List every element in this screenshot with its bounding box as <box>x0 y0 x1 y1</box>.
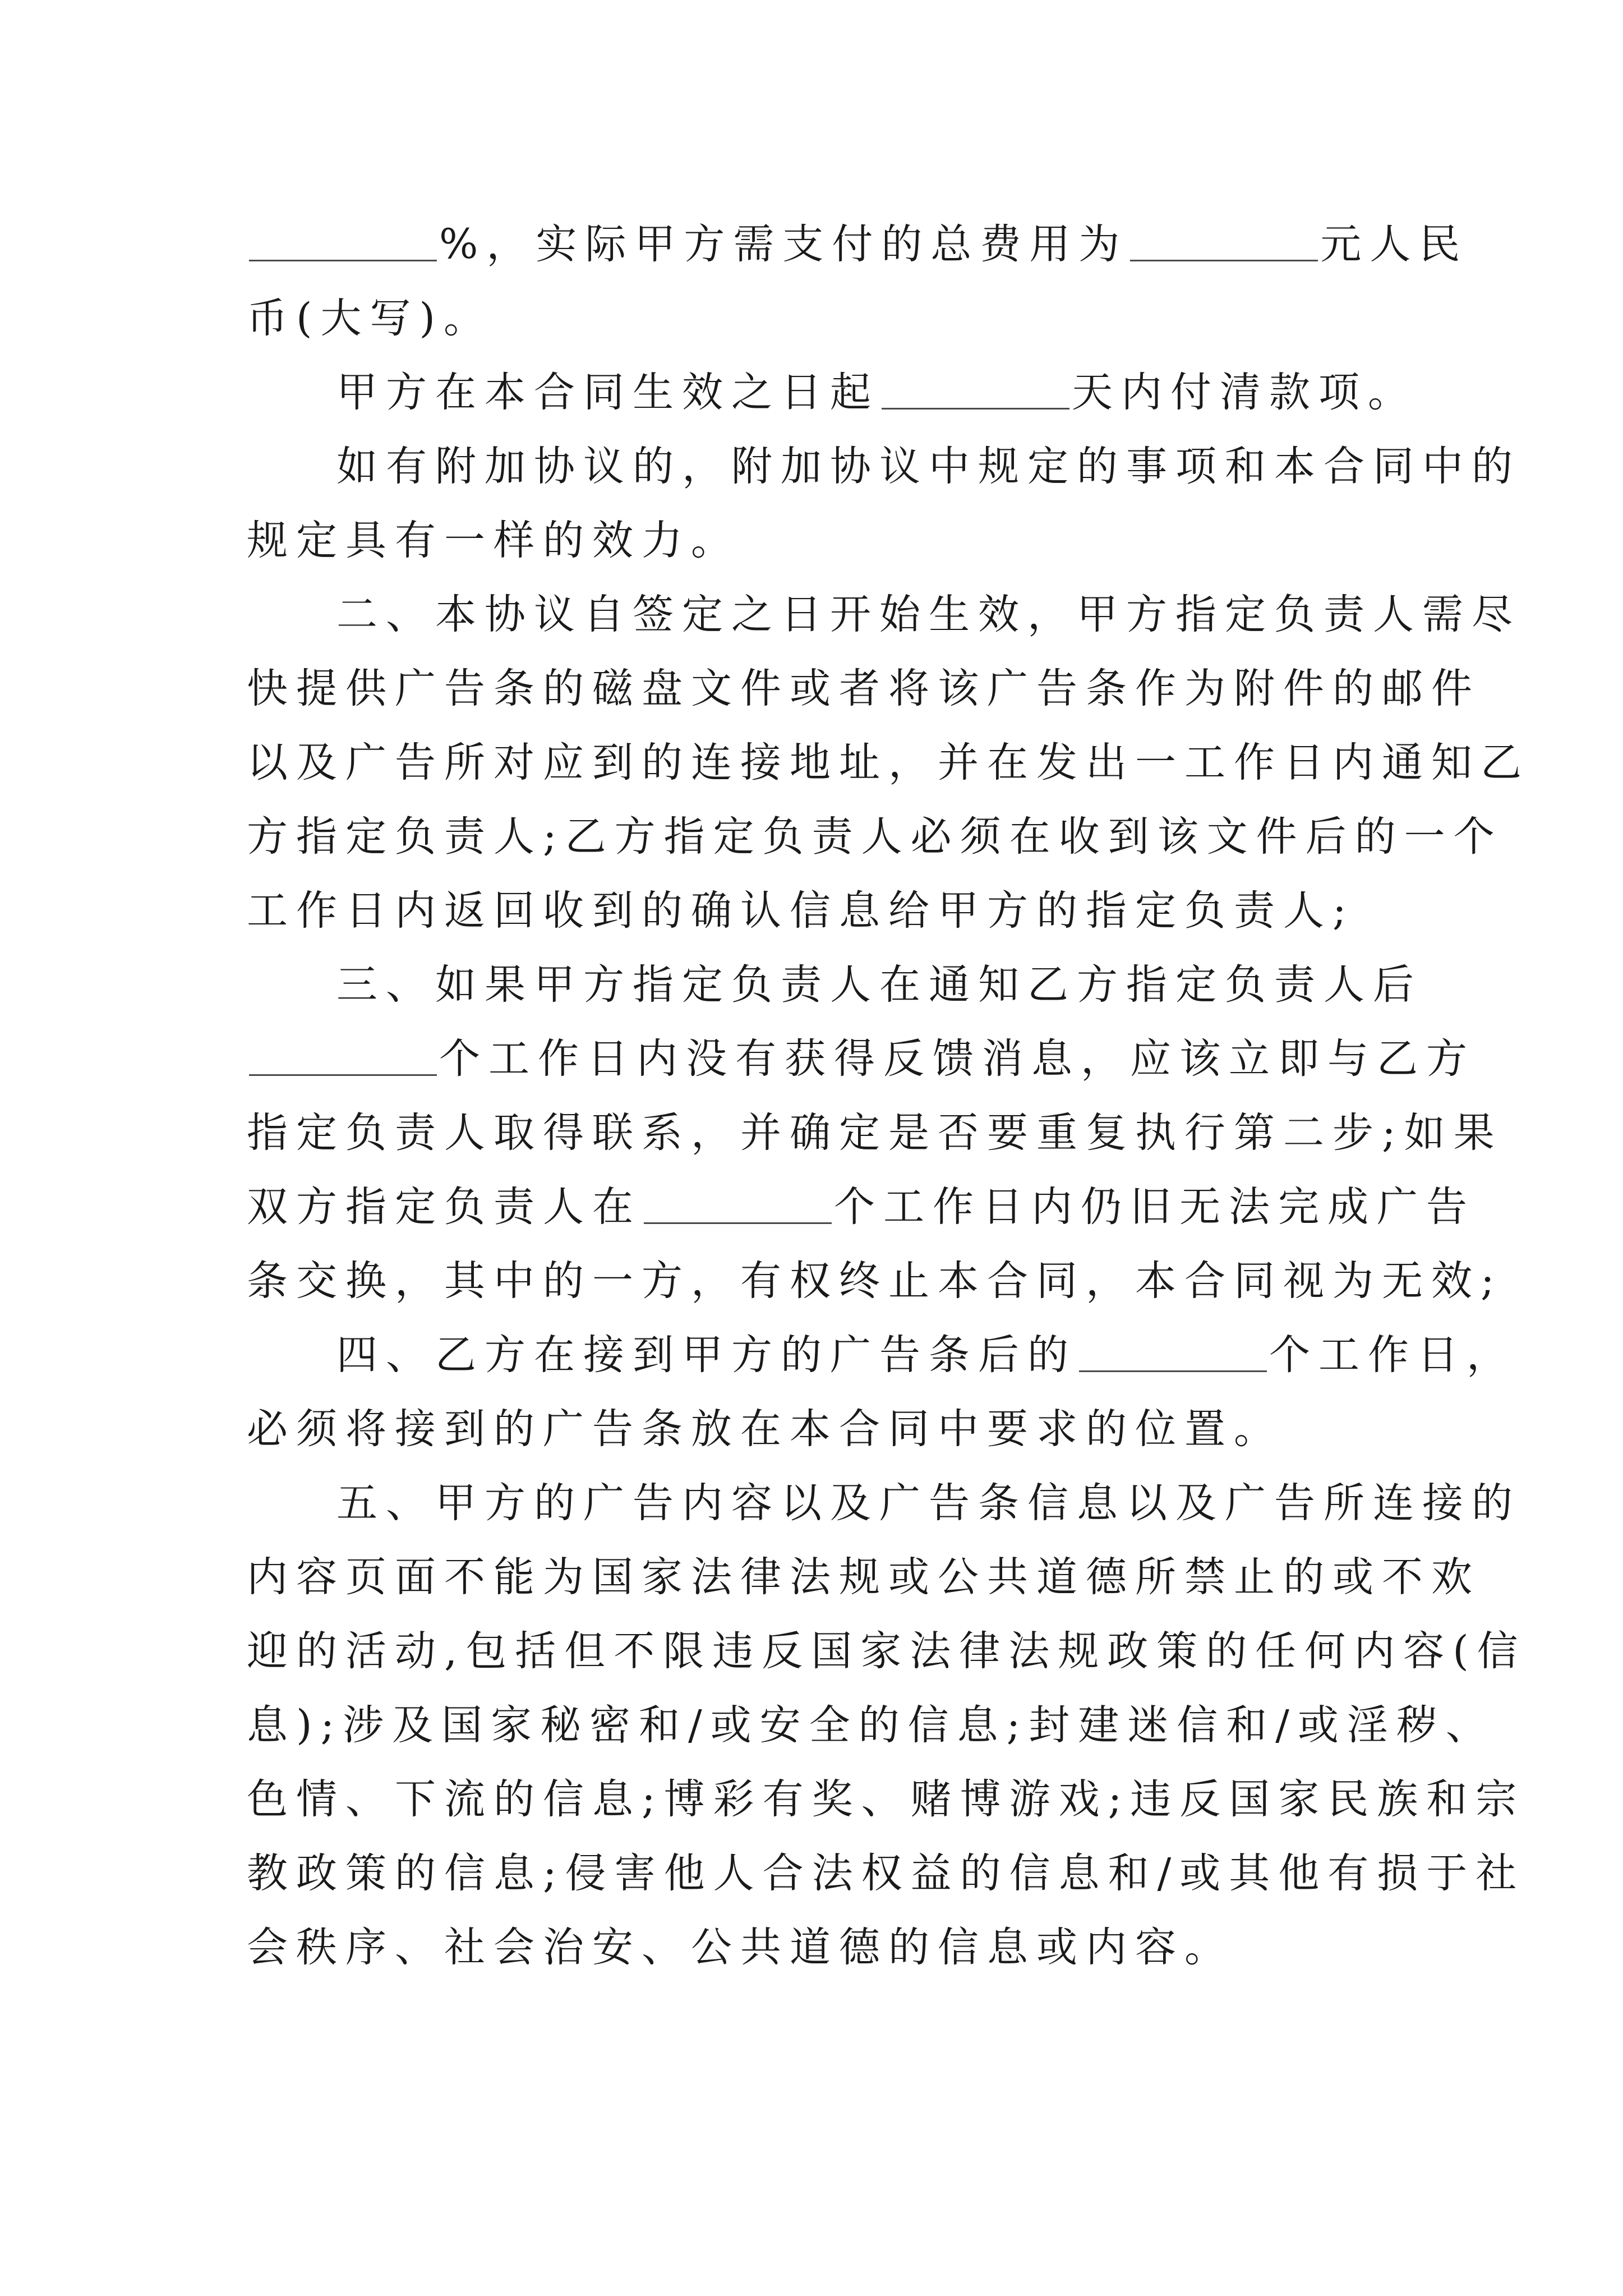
text-line <box>247 1614 1527 1688</box>
fill-in-blank <box>1130 220 1318 261</box>
text-line <box>247 1170 1476 1244</box>
paragraph <box>247 430 1521 578</box>
text-line <box>247 282 1385 356</box>
text-line <box>247 1096 1503 1170</box>
text-line <box>247 578 1521 652</box>
text-line <box>247 1688 1495 1763</box>
text-line <box>247 800 1503 874</box>
text-segment: 息);涉及国家秘密和/或安全的信息;封建迷信和/或淫秽、 <box>247 1701 1495 1749</box>
text-segment: 五、甲方的广告内容以及广告条信息以及广告所连接的 <box>336 1479 1521 1527</box>
text-line <box>247 1392 1385 1466</box>
text-segment: 天内付清款项。 <box>1072 369 1417 416</box>
text-segment: 个工作日内没有获得反馈消息，应该立即与乙方 <box>439 1035 1476 1083</box>
fill-in-blank <box>249 1035 437 1076</box>
text-segment: 条交换，其中的一方，有权终止本合同，本合同视为无效; <box>247 1257 1503 1305</box>
text-segment: 如有附加协议的，附加协议中规定的事项和本合同中的 <box>336 443 1521 490</box>
text-segment: 教政策的信息;侵害他人合法权益的信息和/或其他有损于社 <box>247 1849 1525 1897</box>
text-line <box>247 504 1385 578</box>
text-line <box>247 1837 1525 1911</box>
text-line <box>247 1022 1476 1096</box>
text-segment: 必须将接到的广告条放在本合同中要求的位置。 <box>247 1405 1283 1453</box>
text-segment: 三、如果甲方指定负责人在通知乙方指定负责人后 <box>336 961 1422 1009</box>
paragraph <box>247 356 1417 430</box>
text-line <box>247 652 1481 726</box>
text-line <box>247 1540 1481 1614</box>
text-line <box>247 874 1385 948</box>
fill-in-blank <box>644 1183 832 1224</box>
paragraph <box>247 1466 1527 1985</box>
text-segment: 色情、下流的信息;博彩有奖、赌博游戏;违反国家民族和宗 <box>247 1775 1525 1823</box>
document-page <box>247 208 1530 1985</box>
paragraph <box>247 1318 1516 1466</box>
text-segment: 币(大写)。 <box>247 295 493 342</box>
text-line <box>247 356 1417 430</box>
text-segment: 双方指定负责人在 <box>247 1183 642 1231</box>
text-line <box>247 1911 1385 1985</box>
text-segment: 元人民 <box>1320 220 1469 268</box>
text-segment: 二、本协议自签定之日开始生效，甲方指定负责人需尽 <box>336 591 1521 638</box>
fill-in-blank <box>882 369 1069 409</box>
text-segment: %，实际甲方需支付的总费用为 <box>439 220 1128 268</box>
text-line <box>247 1244 1503 1318</box>
text-segment: 迎的活动,包括但不限违反国家法律法规政策的任何内容(信 <box>247 1627 1527 1675</box>
paragraph <box>247 948 1503 1318</box>
text-line <box>247 1318 1516 1392</box>
text-segment: 方指定负责人;乙方指定负责人必须在收到该文件后的一个 <box>247 813 1503 861</box>
text-segment: 会秩序、社会治安、公共道德的信息或内容。 <box>247 1924 1234 1971</box>
text-line <box>247 726 1530 800</box>
text-line <box>247 1763 1525 1837</box>
text-segment: 四、乙方在接到甲方的广告条后的 <box>336 1331 1077 1379</box>
text-segment: 指定负责人取得联系，并确定是否要重复执行第二步;如果 <box>247 1109 1503 1157</box>
text-line <box>247 1466 1521 1540</box>
text-line <box>247 208 1469 282</box>
paragraph <box>247 208 1469 356</box>
paragraph <box>247 578 1530 948</box>
text-segment: 个工作日， <box>1269 1331 1516 1379</box>
text-segment: 规定具有一样的效力。 <box>247 517 740 564</box>
fill-in-blank <box>249 220 437 261</box>
text-segment: 甲方在本合同生效之日起 <box>336 369 879 416</box>
text-segment: 内容页面不能为国家法律法规或公共道德所禁止的或不欢 <box>247 1553 1481 1601</box>
text-segment: 个工作日内仍旧无法完成广告 <box>834 1183 1476 1231</box>
text-line <box>247 430 1521 504</box>
text-line <box>247 948 1422 1022</box>
text-segment: 工作日内返回收到的确认信息给甲方的指定负责人; <box>247 887 1355 935</box>
text-segment: 以及广告所对应到的连接地址，并在发出一工作日内通知乙 <box>247 739 1530 786</box>
fill-in-blank <box>1079 1331 1267 1372</box>
text-segment: 快提供广告条的磁盘文件或者将该广告条作为附件的邮件 <box>247 665 1481 712</box>
